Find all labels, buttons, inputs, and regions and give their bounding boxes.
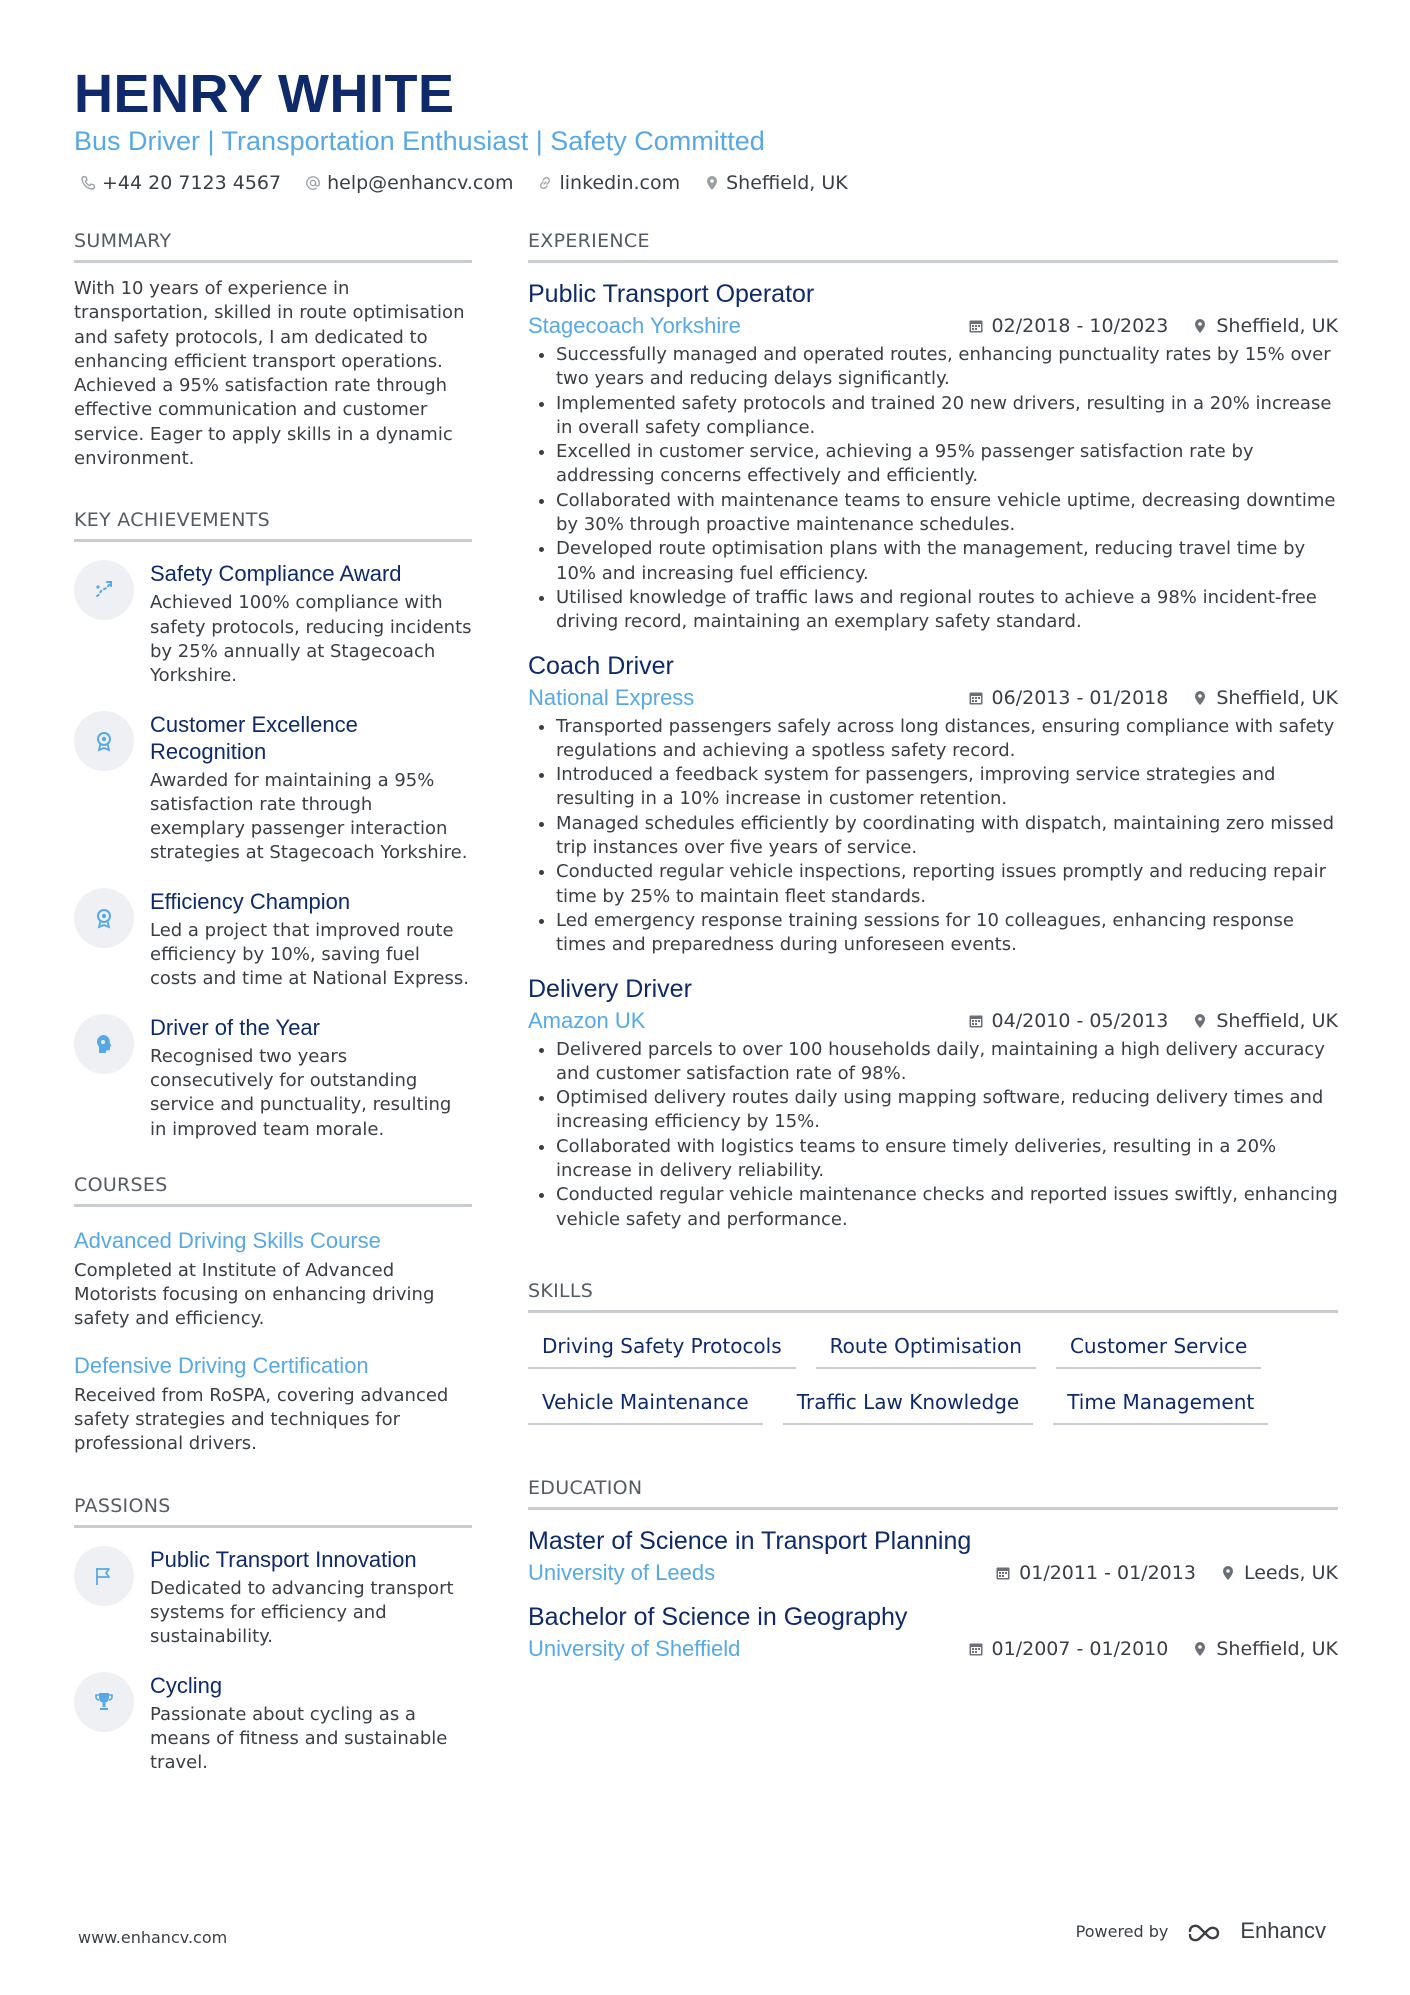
job-bullet: • Transported passengers safely across long distances, ensuring compliance with safety regulations and achieving a spotless safety record.	[556, 715, 1338, 764]
job-company: National Express	[528, 684, 695, 710]
course-title: Advanced Driving Skills Course	[74, 1227, 381, 1253]
calendar-icon	[968, 318, 984, 334]
enhancv-logo-icon	[1186, 1919, 1230, 1943]
education-location-text: Leeds, UK	[1243, 1561, 1338, 1584]
link-icon	[537, 175, 553, 191]
achievement-icon-wrap	[74, 888, 134, 948]
job-entry	[528, 277, 1338, 635]
courses-heading: COURSES	[74, 1172, 472, 1207]
achievement-item	[74, 888, 472, 992]
route-icon	[92, 578, 116, 602]
job-location	[1192, 311, 1338, 341]
experience-heading: EXPERIENCE	[528, 228, 1338, 263]
phone-icon	[80, 175, 96, 191]
job-dates	[968, 311, 1169, 341]
contact-email[interactable]	[305, 170, 513, 196]
skill-tag: Vehicle Maintenance	[528, 1383, 763, 1425]
education-dates-text: 01/2011 - 01/2013	[1019, 1561, 1196, 1584]
education-school: University of Leeds	[528, 1559, 716, 1585]
job-bullet: • Successfully managed and operated routes, enhancing punctuality rates by 15% over two years and reducing delays significantly.	[556, 343, 1338, 392]
brand-logo[interactable]	[1186, 1918, 1326, 1944]
skills-heading: SKILLS	[528, 1278, 1338, 1313]
passion-title: Cycling	[150, 1672, 223, 1698]
job-bullet: • Conducted regular vehicle inspections, reporting issues promptly and reducing repair time by 25% to maintain fleet standards.	[556, 860, 1338, 909]
right-column	[528, 228, 1338, 1676]
passions-heading: PASSIONS	[74, 1493, 472, 1528]
contact-linkedin-text: linkedin.com	[559, 172, 681, 194]
course-item	[74, 1227, 472, 1332]
job-dates-text: 02/2018 - 10/2023	[991, 315, 1169, 337]
job-entry	[528, 649, 1338, 958]
achievement-icon-wrap	[74, 711, 134, 771]
education-entry	[528, 1600, 1338, 1664]
job-location-text: Sheffield, UK	[1216, 1009, 1338, 1032]
job-dates-text: 06/2013 - 01/2018	[991, 686, 1169, 709]
job-bullet: • Introduced a feedback system for passengers, improving service strategies and resulting in a 10% increase in customer retention.	[556, 763, 1338, 812]
contact-phone-text: +44 20 7123 4567	[102, 172, 282, 194]
job-location	[1192, 1006, 1338, 1036]
job-location-text: Sheffield, UK	[1216, 686, 1338, 709]
skill-tag: Time Management	[1053, 1383, 1268, 1425]
summary-text: With 10 years of experience in transportation, skilled in route optimisation and safety protocols, I am dedicated to enhancing efficient transport operations. Achieved a 95% satisfaction rate through effective communication and customer service. Eager to apply skills in a dynamic environment.	[74, 278, 465, 470]
job-dates	[968, 683, 1169, 713]
job-entry	[528, 972, 1338, 1232]
job-bullet: • Implemented safety protocols and trained 20 new drivers, resulting in a 20% increase in overall safety compliance.	[556, 392, 1338, 441]
achievement-title: Efficiency Champion	[150, 888, 351, 914]
achievements-heading: KEY ACHIEVEMENTS	[74, 507, 472, 542]
location-icon	[1192, 1641, 1208, 1657]
job-bullet: • Delivered parcels to over 100 households daily, maintaining a high delivery accuracy and customer satisfaction rate of 98%.	[556, 1038, 1338, 1087]
job-bullet: • Managed schedules efficiently by coordinating with dispatch, maintaining zero missed trip instances over five years of service.	[556, 812, 1338, 861]
course-item	[74, 1352, 472, 1457]
education-location-text: Sheffield, UK	[1216, 1637, 1338, 1660]
job-company: Amazon UK	[528, 1007, 646, 1033]
skill-tag: Traffic Law Knowledge	[783, 1383, 1034, 1425]
achievement-desc: Recognised two years consecutively for outstanding service and punctuality, resulting in improved team morale.	[150, 1045, 452, 1140]
passion-title: Public Transport Innovation	[150, 1546, 417, 1572]
powered-by-label: Powered by	[1075, 1921, 1169, 1941]
education-degree: Bachelor of Science in Geography	[528, 1602, 908, 1631]
achievement-title: Safety Compliance Award	[150, 561, 402, 587]
calendar-icon	[968, 690, 984, 706]
job-bullets	[528, 715, 1338, 958]
job-bullet: • Developed route optimisation plans with the management, reducing travel time by 10% and increasing fuel efficiency.	[556, 537, 1338, 586]
at-icon	[305, 175, 321, 191]
job-bullet: • Collaborated with maintenance teams to ensure vehicle uptime, decreasing downtime by 30% through proactive maintenance schedules.	[556, 489, 1338, 538]
trophy-icon	[92, 1690, 116, 1714]
skill-tag: Customer Service	[1056, 1327, 1261, 1369]
job-bullet: • Led emergency response training sessions for 10 colleagues, enhancing response times and preparedness during unforeseen events.	[556, 909, 1338, 958]
achievement-item	[74, 1014, 472, 1142]
contact-phone	[80, 170, 281, 196]
achievement-icon-wrap	[74, 560, 134, 620]
passion-item	[74, 1672, 472, 1776]
candidate-name: HENRY WHITE	[74, 64, 455, 124]
job-bullet: • Conducted regular vehicle maintenance checks and reported issues swiftly, enhancing vehicle safety and performance.	[556, 1183, 1338, 1232]
medal-icon	[92, 729, 116, 753]
contact-linkedin[interactable]	[537, 170, 680, 196]
job-bullets	[528, 1038, 1338, 1232]
education-degree: Master of Science in Transport Planning	[528, 1526, 972, 1555]
skill-tag: Driving Safety Protocols	[528, 1327, 796, 1369]
medal-icon	[92, 906, 116, 930]
job-title: Public Transport Operator	[528, 280, 815, 308]
achievement-desc: Awarded for maintaining a 95% satisfaction rate through exemplary passenger interaction strategies at Stagecoach Yorkshire.	[150, 769, 468, 864]
contact-bar	[80, 170, 848, 196]
passion-icon-wrap	[74, 1672, 134, 1732]
education-heading: EDUCATION	[528, 1475, 1338, 1510]
education-location	[1192, 1634, 1338, 1664]
summary-heading: SUMMARY	[74, 228, 472, 263]
job-location-text: Sheffield, UK	[1216, 315, 1338, 337]
passion-icon-wrap	[74, 1546, 134, 1606]
location-icon	[1192, 1013, 1208, 1029]
job-bullet: • Optimised delivery routes daily using mapping software, reducing delivery times and increasing efficiency by 15%.	[556, 1086, 1338, 1135]
job-dates	[968, 1006, 1169, 1036]
education-dates	[995, 1558, 1196, 1588]
job-bullet: • Utilised knowledge of traffic laws and regional routes to achieve a 98% incident-free driving record, maintaining an exemplary safety standard.	[556, 586, 1338, 635]
footer-website[interactable]: www.enhancv.com	[78, 1928, 228, 1947]
contact-location-text: Sheffield, UK	[726, 172, 848, 194]
job-title: Delivery Driver	[528, 974, 692, 1003]
job-bullets	[528, 343, 1338, 635]
flag-icon	[92, 1564, 116, 1588]
courses-list	[74, 1227, 472, 1457]
education-entry	[528, 1524, 1338, 1588]
job-location	[1192, 683, 1338, 713]
passion-item	[74, 1546, 472, 1650]
education-location	[1220, 1558, 1338, 1588]
location-icon	[1192, 690, 1208, 706]
contact-email-text: help@enhancv.com	[327, 172, 514, 194]
calendar-icon	[995, 1565, 1011, 1581]
location-icon	[1220, 1565, 1236, 1581]
contact-location	[704, 170, 848, 196]
job-bullet: • Excelled in customer service, achieving a 95% passenger satisfaction rate by addressing concerns effectively and efficiently.	[556, 440, 1338, 489]
course-desc: Received from RoSPA, covering advanced safety strategies and techniques for professional drivers.	[74, 1384, 449, 1455]
job-bullet: • Collaborated with logistics teams to ensure timely deliveries, resulting in a 20% increase in delivery reliability.	[556, 1135, 1338, 1184]
candidate-headline: Bus Driver | Transportation Enthusiast | Safety Committed	[74, 126, 765, 156]
job-company: Stagecoach Yorkshire	[528, 313, 741, 338]
education-dates	[968, 1634, 1169, 1664]
skill-tag: Route Optimisation	[816, 1327, 1036, 1369]
achievements-list	[74, 560, 472, 1141]
passions-list	[74, 1546, 472, 1776]
education-dates-text: 01/2007 - 01/2010	[991, 1637, 1169, 1660]
achievement-item	[74, 560, 472, 688]
job-title: Coach Driver	[528, 651, 674, 680]
education-school: University of Sheffield	[528, 1635, 741, 1661]
course-desc: Completed at Institute of Advanced Motorists focusing on enhancing driving safety and efficiency.	[74, 1259, 435, 1330]
head-icon	[92, 1032, 116, 1056]
location-icon	[704, 175, 720, 191]
brand-name: Enhancv	[1240, 1918, 1326, 1943]
location-icon	[1192, 318, 1208, 334]
calendar-icon	[968, 1013, 984, 1029]
footer-branding	[1076, 1918, 1326, 1944]
achievement-title: Driver of the Year	[150, 1014, 320, 1040]
achievement-icon-wrap	[74, 1014, 134, 1074]
skills-list	[528, 1327, 1338, 1425]
course-title: Defensive Driving Certification	[74, 1352, 369, 1378]
left-column	[74, 228, 472, 1797]
calendar-icon	[968, 1641, 984, 1657]
passion-desc: Dedicated to advancing transport systems for efficiency and sustainability.	[150, 1577, 454, 1648]
achievement-item	[74, 711, 472, 866]
achievement-title: Customer Excellence Recognition	[150, 711, 358, 764]
passion-desc: Passionate about cycling as a means of fitness and sustainable travel.	[150, 1703, 448, 1774]
achievement-desc: Achieved 100% compliance with safety protocols, reducing incidents by 25% annually at Stagecoach Yorkshire.	[150, 592, 472, 687]
achievement-desc: Led a project that improved route efficiency by 10%, saving fuel costs and time at National Express.	[150, 919, 469, 990]
job-dates-text: 04/2010 - 05/2013	[991, 1009, 1169, 1032]
